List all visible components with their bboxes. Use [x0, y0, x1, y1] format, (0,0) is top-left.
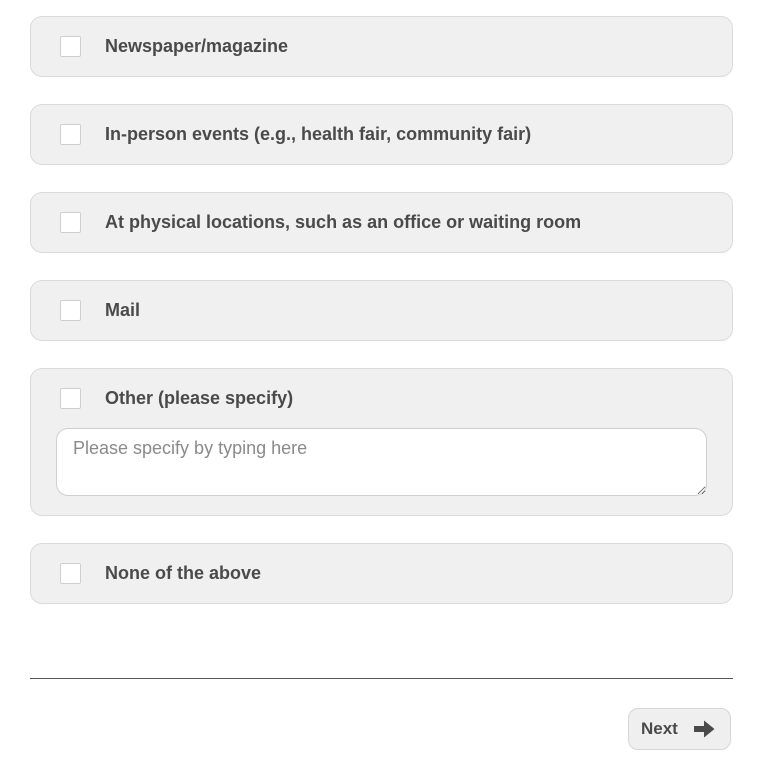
options-list	[30, 16, 733, 631]
next-button-label: Next	[641, 719, 678, 738]
checkbox[interactable]	[60, 563, 81, 584]
option-other[interactable]	[30, 368, 733, 516]
option-label: Newspaper/magazine	[105, 36, 289, 56]
option-in-person-events[interactable]	[30, 104, 733, 165]
option-label: Other (please specify)	[105, 388, 294, 408]
option-label: Mail	[105, 300, 141, 320]
checkbox[interactable]	[60, 36, 81, 57]
next-button[interactable]	[628, 708, 731, 750]
checkbox[interactable]	[60, 212, 81, 233]
option-row[interactable]	[31, 193, 732, 252]
option-row[interactable]	[31, 17, 732, 76]
option-newspaper-magazine[interactable]	[30, 16, 733, 77]
option-row[interactable]	[31, 281, 732, 340]
divider	[30, 678, 733, 679]
option-none-of-the-above[interactable]	[30, 543, 733, 604]
checkbox[interactable]	[60, 300, 81, 321]
option-physical-locations[interactable]	[30, 192, 733, 253]
option-row[interactable]	[31, 369, 732, 428]
other-specify-input[interactable]	[56, 428, 707, 496]
arrow-right-icon	[693, 719, 716, 739]
option-mail[interactable]	[30, 280, 733, 341]
checkbox[interactable]	[60, 124, 81, 145]
checkbox[interactable]	[60, 388, 81, 409]
option-label: At physical locations, such as an office or waiting room	[105, 212, 582, 232]
option-row[interactable]	[31, 544, 732, 603]
option-label: None of the above	[105, 563, 262, 583]
option-row[interactable]	[31, 105, 732, 164]
option-label: In-person events (e.g., health fair, community fair)	[105, 124, 532, 144]
